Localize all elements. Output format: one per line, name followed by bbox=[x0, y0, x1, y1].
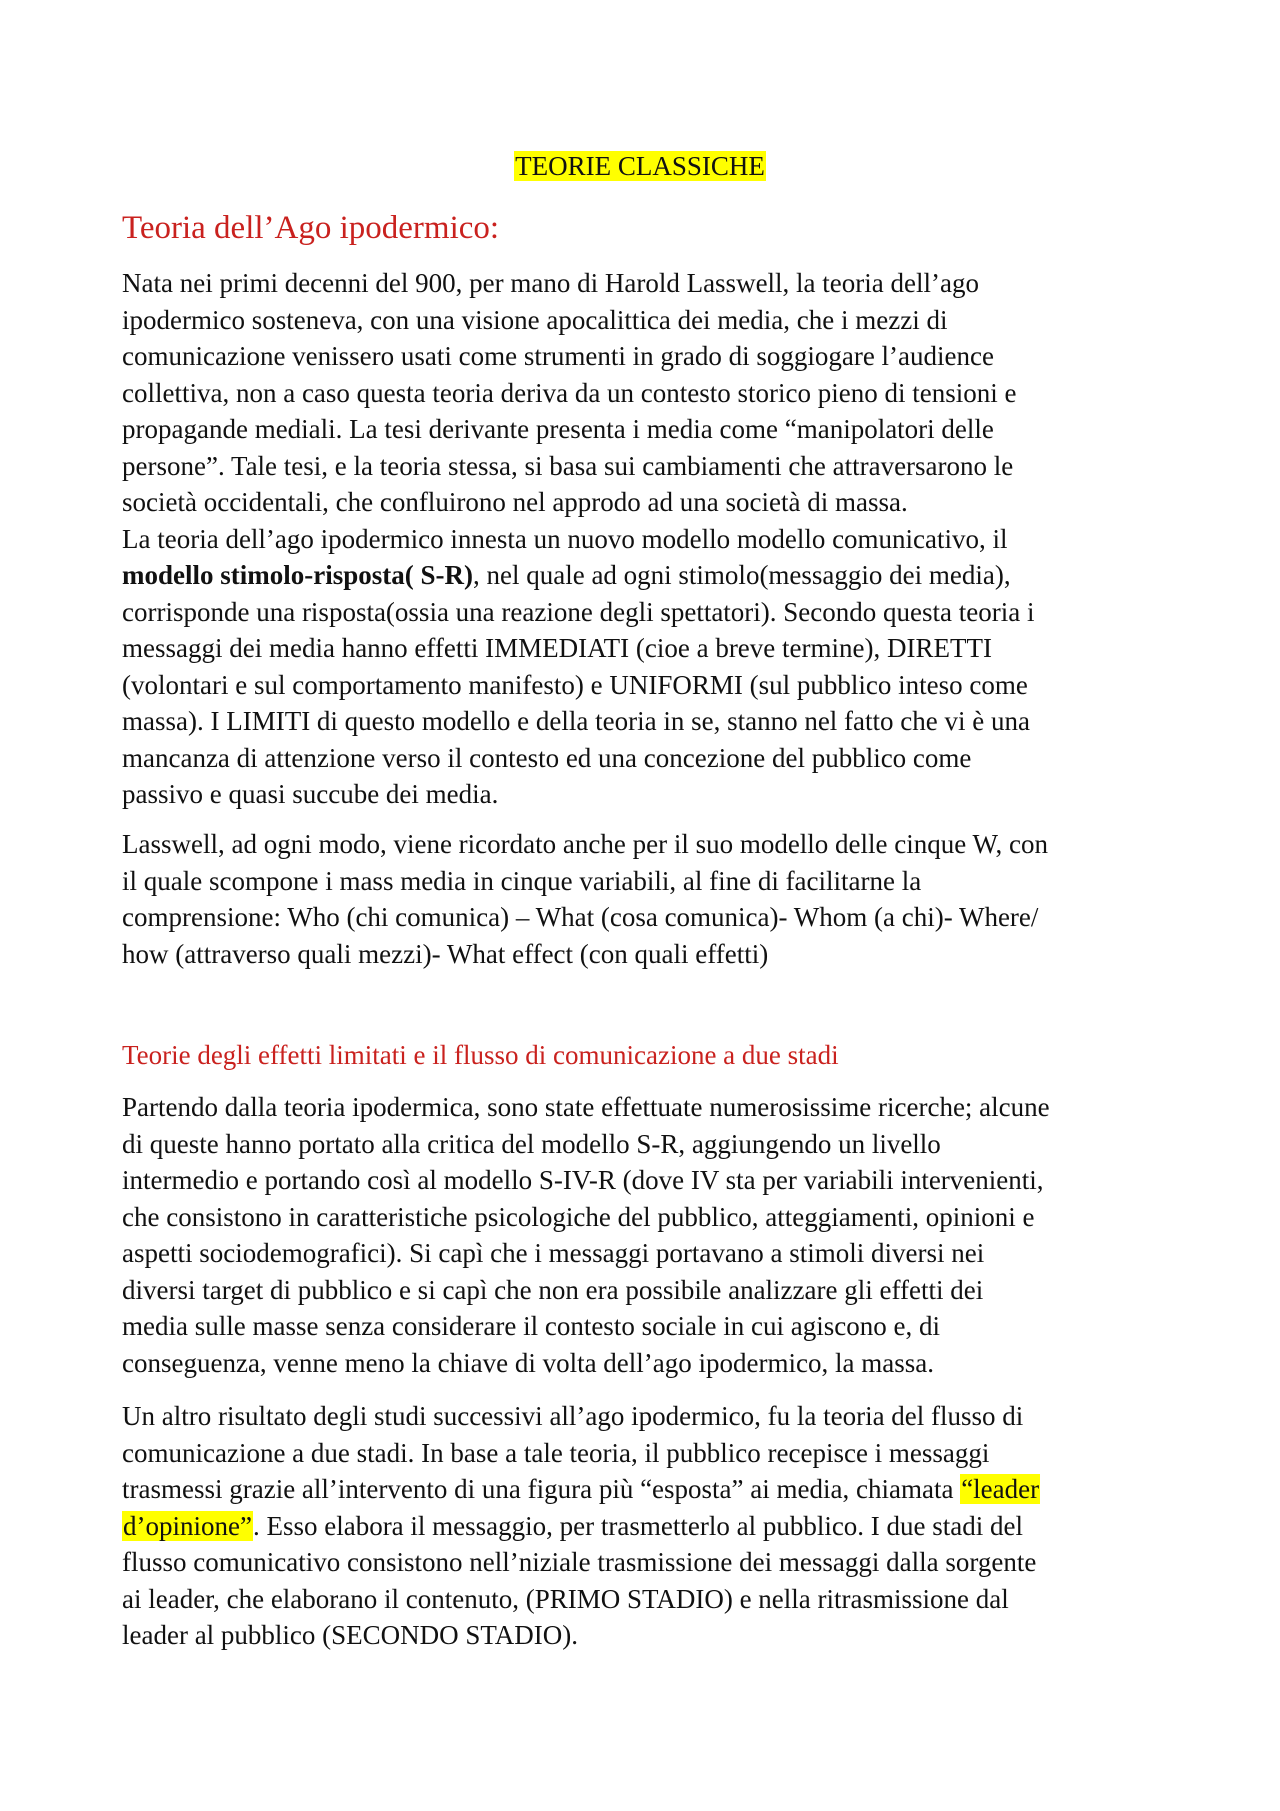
text-line: comprensione: Who (chi comunica) – What (cosa comunica)- Whom (a chi)- Where/ bbox=[122, 902, 1039, 932]
text-line: collettiva, non a caso questa teoria deriva da un contesto storico pieno di tensioni e bbox=[122, 377, 1017, 408]
section-heading-effetti-limitati: Teorie degli effetti limitati e il flusso di comunicazione a due stadi bbox=[122, 1040, 839, 1070]
text-line: media sulle masse senza considerare il contesto sociale in cui agiscono e, di bbox=[122, 1311, 940, 1341]
text-segment: . Esso elabora il messaggio, per trasmetterlo al pubblico. I due stadi del bbox=[252, 1510, 1024, 1541]
text-line bbox=[122, 1508, 1182, 1545]
paragraph-origins bbox=[122, 265, 1182, 521]
text-line: massa). I LIMITI di questo modello e della teoria in se, stanno nel fatto che vi è una bbox=[122, 706, 1030, 736]
text-line: diversi target di pubblico e si capì che non era possibile analizzare gli effetti dei bbox=[122, 1274, 984, 1305]
text-line: mancanza di attenzione verso il contesto ed una concezione del pubblico come bbox=[122, 742, 972, 773]
text-line: società occidentali, che confluirono nel approdo ad una società di massa. bbox=[122, 487, 908, 517]
title-highlight: TEORIE CLASSICHE bbox=[515, 151, 765, 181]
text-line bbox=[122, 1471, 1182, 1508]
highlight-opinione: d’opinione” bbox=[123, 1510, 252, 1541]
text-line: Un altro risultato degli studi successivi all’ago ipodermico, fu la teoria del flusso di bbox=[122, 1401, 1024, 1431]
text-line: comunicazione venissero usati come strumenti in grado di soggiogare l’audience bbox=[122, 341, 994, 371]
text-line: intermedio e portando così al modello S-IV-R (dove IV sta per variabili intervenienti, bbox=[122, 1165, 1044, 1195]
text-line: persone”. Tale tesi, e la teoria stessa, si basa sui cambiamenti che attraversarono le bbox=[122, 450, 1014, 481]
text-line: corrisponde una risposta(ossia una reazione degli spettatori). Secondo questa teoria i bbox=[122, 596, 1035, 627]
paragraph-siv-r bbox=[122, 1089, 1182, 1381]
text-line: Partendo dalla teoria ipodermica, sono state effettuate numerosissime ricerche; alcune bbox=[122, 1092, 1050, 1122]
text-line: La teoria dell’ago ipodermico innesta un nuovo modello modello comunicativo, il bbox=[122, 523, 1008, 554]
text-line: ipodermico sosteneva, con una visione apocalittica dei media, che i mezzi di bbox=[122, 304, 948, 335]
paragraph-two-step-flow bbox=[122, 1398, 1182, 1654]
text-line: il quale scompone i mass media in cinque variabili, al fine di facilitarne la bbox=[122, 865, 922, 896]
document-title bbox=[0, 148, 1280, 184]
text-line: messaggi dei media hanno effetti IMMEDIATI (cioe a breve termine), DIRETTI bbox=[122, 633, 992, 663]
text-line: passivo e quasi succube dei media. bbox=[122, 779, 499, 809]
text-line: di queste hanno portato alla critica del modello S-R, aggiungendo un livello bbox=[122, 1128, 941, 1159]
text-line: leader al pubblico (SECONDO STADIO). bbox=[122, 1620, 578, 1650]
bold-term-sr-model: modello stimolo-risposta( S-R) bbox=[122, 560, 473, 590]
paragraph-five-w bbox=[122, 826, 1182, 972]
text-line: propagande mediali. La tesi derivante presenta i media come “manipolatori delle bbox=[122, 414, 994, 444]
text-line: comunicazione a due stadi. In base a tale teoria, il pubblico recepisce i messaggi bbox=[122, 1437, 990, 1468]
text-segment: , nel quale ad ogni stimolo(messaggio dei media), bbox=[472, 560, 1011, 590]
text-line: flusso comunicativo consistono nell’niziale trasmissione dei messaggi dalla sorgente bbox=[122, 1547, 1037, 1577]
text-line: che consistono in caratteristiche psicologiche del pubblico, atteggiamenti, opinioni e bbox=[122, 1201, 1035, 1232]
text-line: how (attraverso quali mezzi)- What effect (con quali effetti) bbox=[122, 938, 769, 969]
text-line: conseguenza, venne meno la chiave di volta dell’ago ipodermico, la massa. bbox=[122, 1347, 934, 1378]
text-line: Lasswell, ad ogni modo, viene ricordato anche per il suo modello delle cinque W, con bbox=[122, 829, 1049, 859]
text-line: ai leader, che elaborano il contenuto, (PRIMO STADIO) e nella ritrasmissione dal bbox=[122, 1583, 1009, 1614]
paragraph-stimulus-response bbox=[122, 521, 1182, 813]
highlight-leader: “leader bbox=[961, 1474, 1040, 1504]
text-line: (volontari e sul comportamento manifesto) e UNIFORMI (sul pubblico inteso come bbox=[122, 669, 1028, 700]
text-line: Nata nei primi decenni del 900, per mano di Harold Lasswell, la teoria dell’ago bbox=[122, 268, 979, 298]
text-line: aspetti sociodemografici). Si capì che i messaggi portavano a stimoli diversi nei bbox=[122, 1238, 985, 1268]
section-heading-ago-ipodermico: Teoria dell’Ago ipodermico: bbox=[122, 210, 500, 246]
text-segment: trasmessi grazie all’intervento di una figura più “esposta” ai media, chiamata bbox=[122, 1474, 961, 1504]
text-line bbox=[122, 557, 1182, 594]
